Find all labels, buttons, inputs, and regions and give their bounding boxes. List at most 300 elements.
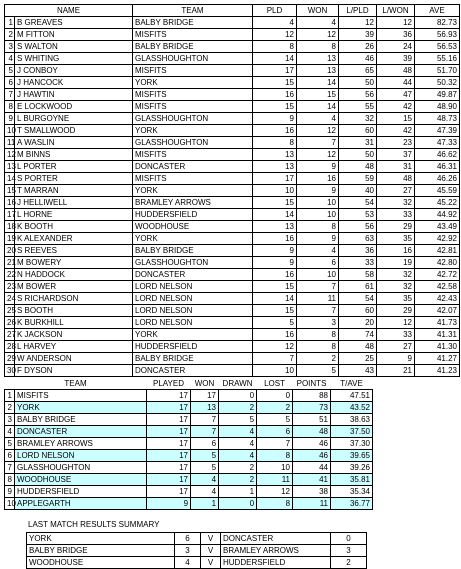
lwon-cell: 42 <box>377 125 415 137</box>
away-score-cell: 3 <box>331 545 367 557</box>
pld-cell: 17 <box>253 65 297 77</box>
won-cell: 7 <box>191 426 219 438</box>
rank-cell: 25 <box>5 305 15 317</box>
ave-cell: 82.73 <box>415 17 460 29</box>
lwon-cell: 33 <box>377 329 415 341</box>
player-name-cell: L BURGOYNE <box>15 113 133 125</box>
lpld-cell: 40 <box>339 185 377 197</box>
team-league-table <box>4 378 373 510</box>
lwon-cell: 44 <box>377 77 415 89</box>
lwon-cell: 32 <box>377 269 415 281</box>
won-cell: 3 <box>297 317 339 329</box>
points-cell: 46 <box>293 450 331 462</box>
team-cell: YORK <box>133 329 253 341</box>
pld-cell: 8 <box>253 137 297 149</box>
drawn-cell: 2 <box>219 402 257 414</box>
tave-cell: 39.26 <box>331 462 373 474</box>
rank-cell: 4 <box>5 426 15 438</box>
pld-cell: 10 <box>253 365 297 377</box>
won-cell: 12 <box>297 125 339 137</box>
table-row <box>5 438 373 450</box>
lpld-cell: 74 <box>339 329 377 341</box>
lwon-cell: 24 <box>377 41 415 53</box>
lwon-cell: 19 <box>377 257 415 269</box>
table-row <box>5 125 460 137</box>
header-lwon: L/WON <box>377 5 415 17</box>
player-name-cell: S WALTON <box>15 41 133 53</box>
table-row <box>5 498 373 510</box>
played-cell: 17 <box>147 390 191 402</box>
pld-cell: 13 <box>253 149 297 161</box>
table-row <box>5 414 373 426</box>
won-cell: 6 <box>191 438 219 450</box>
drawn-cell: 4 <box>219 438 257 450</box>
team-cell: YORK <box>133 185 253 197</box>
won-cell: 11 <box>297 293 339 305</box>
table-row <box>5 317 460 329</box>
player-name-cell: T SMALLWOOD <box>15 125 133 137</box>
table-row <box>5 41 460 53</box>
lpld-cell: 20 <box>339 317 377 329</box>
played-cell: 17 <box>147 426 191 438</box>
player-name-cell: K BURKHILL <box>15 317 133 329</box>
rank-cell: 11 <box>5 137 15 149</box>
header-name: NAME <box>5 5 133 17</box>
lpld-cell: 56 <box>339 221 377 233</box>
lwon-cell: 15 <box>377 113 415 125</box>
rank-cell: 21 <box>5 257 15 269</box>
lpld-cell: 55 <box>339 101 377 113</box>
results-summary-title: LAST MATCH RESULTS SUMMARY <box>28 520 160 529</box>
table-row <box>5 269 460 281</box>
points-cell: 41 <box>293 474 331 486</box>
player-table-header <box>5 5 460 17</box>
player-name-cell: M BINNS <box>15 149 133 161</box>
won-cell: 9 <box>297 233 339 245</box>
table-row <box>5 474 373 486</box>
lost-cell: 12 <box>257 486 293 498</box>
table-row <box>5 53 460 65</box>
played-cell: 17 <box>147 450 191 462</box>
won-cell: 4 <box>297 113 339 125</box>
header-points: POINTS <box>296 379 327 388</box>
pld-cell: 15 <box>253 77 297 89</box>
player-name-cell: M BOWERY <box>15 257 133 269</box>
won-cell: 10 <box>297 197 339 209</box>
pld-cell: 9 <box>253 245 297 257</box>
player-name-cell: S RICHARDSON <box>15 293 133 305</box>
rank-cell: 2 <box>5 402 15 414</box>
team-name-cell: BALBY BRIDGE <box>15 414 147 426</box>
lpld-cell: 25 <box>339 353 377 365</box>
points-cell: 44 <box>293 462 331 474</box>
team-cell: LORD NELSON <box>133 281 253 293</box>
lwon-cell: 35 <box>377 293 415 305</box>
lwon-cell: 29 <box>377 221 415 233</box>
lwon-cell: 29 <box>377 305 415 317</box>
player-name-cell: S WHITING <box>15 53 133 65</box>
table-row <box>5 486 373 498</box>
won-cell: 4 <box>191 474 219 486</box>
tave-cell: 35.81 <box>331 474 373 486</box>
played-cell: 17 <box>147 474 191 486</box>
table-row <box>5 402 373 414</box>
table-row <box>5 221 460 233</box>
table-row <box>5 89 460 101</box>
ave-cell: 48.90 <box>415 101 460 113</box>
rank-cell: 3 <box>5 41 15 53</box>
header-drawn: DRAWN <box>222 379 253 388</box>
lwon-cell: 27 <box>377 185 415 197</box>
lpld-cell: 12 <box>339 17 377 29</box>
lwon-cell: 21 <box>377 365 415 377</box>
player-name-cell: F DYSON <box>15 365 133 377</box>
lwon-cell: 48 <box>377 65 415 77</box>
lwon-cell: 37 <box>377 149 415 161</box>
team-name-cell: WOODHOUSE <box>15 474 147 486</box>
tave-cell: 39.65 <box>331 450 373 462</box>
team-name-cell: BRAMLEY ARROWS <box>15 438 147 450</box>
lpld-cell: 36 <box>339 245 377 257</box>
drawn-cell: 0 <box>219 390 257 402</box>
ave-cell: 41.27 <box>415 353 460 365</box>
rank-cell: 12 <box>5 149 15 161</box>
won-cell: 7 <box>297 305 339 317</box>
table-row <box>5 293 460 305</box>
table-row <box>5 65 460 77</box>
table-row <box>5 77 460 89</box>
versus-cell: V <box>201 533 221 545</box>
player-name-cell: L HORNE <box>15 209 133 221</box>
table-row <box>5 113 460 125</box>
won-cell: 4 <box>297 17 339 29</box>
tave-cell: 43.52 <box>331 402 373 414</box>
header-won: WON <box>297 5 339 17</box>
ave-cell: 42.81 <box>415 245 460 257</box>
rank-cell: 2 <box>5 29 15 41</box>
rank-cell: 7 <box>5 89 15 101</box>
rank-cell: 6 <box>5 450 15 462</box>
lpld-cell: 60 <box>339 305 377 317</box>
rank-cell: 1 <box>5 390 15 402</box>
lwon-cell: 16 <box>377 245 415 257</box>
lost-cell: 2 <box>257 402 293 414</box>
ave-cell: 42.92 <box>415 233 460 245</box>
drawn-cell: 0 <box>219 498 257 510</box>
table-row <box>5 17 460 29</box>
lpld-cell: 53 <box>339 209 377 221</box>
team-cell: BALBY BRIDGE <box>133 353 253 365</box>
home-score-cell: 6 <box>175 533 201 545</box>
lwon-cell: 12 <box>377 17 415 29</box>
points-cell: 46 <box>293 438 331 450</box>
lwon-cell: 27 <box>377 341 415 353</box>
lwon-cell: 47 <box>377 89 415 101</box>
team-cell: MISFITS <box>133 89 253 101</box>
won-cell: 15 <box>297 89 339 101</box>
drawn-cell: 4 <box>219 450 257 462</box>
lpld-cell: 39 <box>339 29 377 41</box>
won-cell: 13 <box>297 65 339 77</box>
rank-cell: 8 <box>5 101 15 113</box>
pld-cell: 12 <box>253 341 297 353</box>
rank-cell: 17 <box>5 209 15 221</box>
lpld-cell: 48 <box>339 341 377 353</box>
rank-cell: 28 <box>5 341 15 353</box>
drawn-cell: 2 <box>219 462 257 474</box>
points-cell: 51 <box>293 414 331 426</box>
pld-cell: 12 <box>253 29 297 41</box>
table-row <box>5 450 373 462</box>
ave-cell: 47.39 <box>415 125 460 137</box>
table-row <box>5 137 460 149</box>
away-score-cell: 2 <box>331 557 367 569</box>
played-cell: 17 <box>147 414 191 426</box>
points-cell: 48 <box>293 426 331 438</box>
home-team-cell: WOODHOUSE <box>27 557 175 569</box>
player-name-cell: A WASLIN <box>15 137 133 149</box>
won-cell: 14 <box>297 77 339 89</box>
table-row <box>5 281 460 293</box>
team-cell: MISFITS <box>133 101 253 113</box>
lpld-cell: 54 <box>339 293 377 305</box>
lost-cell: 8 <box>257 450 293 462</box>
team-name-cell: APPLEGARTH <box>15 498 147 510</box>
team-cell: GLASSHOUGHTON <box>133 113 253 125</box>
pld-cell: 5 <box>253 317 297 329</box>
home-score-cell: 4 <box>175 557 201 569</box>
table-row <box>5 462 373 474</box>
drawn-cell: 2 <box>219 474 257 486</box>
rank-cell: 10 <box>5 498 15 510</box>
team-cell: GLASSHOUGHTON <box>133 257 253 269</box>
lwon-cell: 35 <box>377 233 415 245</box>
player-name-cell: L HARVEY <box>15 341 133 353</box>
team-cell: BRAMLEY ARROWS <box>133 197 253 209</box>
lpld-cell: 32 <box>339 113 377 125</box>
won-cell: 7 <box>191 414 219 426</box>
table-row <box>5 390 373 402</box>
table-row <box>5 173 460 185</box>
pld-cell: 15 <box>253 101 297 113</box>
lpld-cell: 59 <box>339 173 377 185</box>
won-cell: 10 <box>297 269 339 281</box>
rank-cell: 1 <box>5 17 15 29</box>
header-tave: T/AVE <box>340 379 363 388</box>
rank-cell: 13 <box>5 161 15 173</box>
played-cell: 17 <box>147 438 191 450</box>
ave-cell: 42.07 <box>415 305 460 317</box>
team-cell: LORD NELSON <box>133 293 253 305</box>
ave-cell: 41.31 <box>415 329 460 341</box>
lpld-cell: 48 <box>339 161 377 173</box>
pld-cell: 9 <box>253 113 297 125</box>
tave-cell: 37.30 <box>331 438 373 450</box>
pld-cell: 14 <box>253 293 297 305</box>
table-row <box>5 29 460 41</box>
tave-cell: 47.51 <box>331 390 373 402</box>
home-score-cell: 3 <box>175 545 201 557</box>
lpld-cell: 63 <box>339 233 377 245</box>
table-row <box>5 305 460 317</box>
team-cell: DONCASTER <box>133 365 253 377</box>
player-averages-table <box>4 4 460 377</box>
versus-cell: V <box>201 545 221 557</box>
home-team-cell: BALBY BRIDGE <box>27 545 175 557</box>
rank-cell: 15 <box>5 185 15 197</box>
player-name-cell: K ALEXANDER <box>15 233 133 245</box>
won-cell: 7 <box>297 137 339 149</box>
rank-cell: 19 <box>5 233 15 245</box>
player-name-cell: N HADDOCK <box>15 269 133 281</box>
ave-cell: 46.31 <box>415 161 460 173</box>
team-cell: BALBY BRIDGE <box>133 17 253 29</box>
rank-cell: 30 <box>5 365 15 377</box>
rank-cell: 23 <box>5 281 15 293</box>
rank-cell: 8 <box>5 474 15 486</box>
won-cell: 8 <box>297 41 339 53</box>
team-cell: BALBY BRIDGE <box>133 245 253 257</box>
won-cell: 7 <box>297 281 339 293</box>
team-name-cell: MISFITS <box>15 390 147 402</box>
team-name-cell: DONCASTER <box>15 426 147 438</box>
lwon-cell: 12 <box>377 317 415 329</box>
lwon-cell: 32 <box>377 197 415 209</box>
won-cell: 12 <box>297 29 339 41</box>
pld-cell: 17 <box>253 173 297 185</box>
rank-cell: 9 <box>5 113 15 125</box>
table-row <box>5 341 460 353</box>
drawn-cell: 4 <box>219 426 257 438</box>
rank-cell: 27 <box>5 329 15 341</box>
team-cell: GLASSHOUGHTON <box>133 53 253 65</box>
ave-cell: 50.32 <box>415 77 460 89</box>
lwon-cell: 36 <box>377 29 415 41</box>
won-cell: 6 <box>297 257 339 269</box>
won-cell: 17 <box>191 390 219 402</box>
lpld-cell: 26 <box>339 41 377 53</box>
ave-cell: 46.26 <box>415 173 460 185</box>
team-cell: GLASSHOUGHTON <box>133 137 253 149</box>
table-row <box>5 353 460 365</box>
played-cell: 9 <box>147 498 191 510</box>
rank-cell: 3 <box>5 414 15 426</box>
table-row <box>5 149 460 161</box>
player-name-cell: J HAWTIN <box>15 89 133 101</box>
ave-cell: 44.92 <box>415 209 460 221</box>
points-cell: 38 <box>293 486 331 498</box>
rank-cell: 9 <box>5 486 15 498</box>
player-name-cell: E LOCKWOOD <box>15 101 133 113</box>
table-row <box>5 209 460 221</box>
table-row <box>27 545 367 557</box>
ave-cell: 45.22 <box>415 197 460 209</box>
player-name-cell: S PORTER <box>15 173 133 185</box>
team-cell: YORK <box>133 77 253 89</box>
ave-cell: 56.53 <box>415 41 460 53</box>
table-row <box>5 101 460 113</box>
versus-cell: V <box>201 557 221 569</box>
points-cell: 73 <box>293 402 331 414</box>
ave-cell: 41.23 <box>415 365 460 377</box>
lwon-cell: 39 <box>377 53 415 65</box>
team-name-cell: GLASSHOUGHTON <box>15 462 147 474</box>
table-row <box>27 557 367 569</box>
lost-cell: 7 <box>257 438 293 450</box>
player-name-cell: J CONBOY <box>15 65 133 77</box>
header-ave: AVE <box>415 5 460 17</box>
lpld-cell: 61 <box>339 281 377 293</box>
ave-cell: 51.70 <box>415 65 460 77</box>
team-cell: LORD NELSON <box>133 305 253 317</box>
pld-cell: 8 <box>253 41 297 53</box>
team-cell: HUDDERSFIELD <box>133 341 253 353</box>
ave-cell: 49.87 <box>415 89 460 101</box>
won-cell: 8 <box>297 329 339 341</box>
ave-cell: 42.43 <box>415 293 460 305</box>
home-team-cell: YORK <box>27 533 175 545</box>
lpld-cell: 54 <box>339 197 377 209</box>
player-name-cell: S REEVES <box>15 245 133 257</box>
rank-cell: 4 <box>5 53 15 65</box>
lost-cell: 6 <box>257 426 293 438</box>
away-team-cell: DONCASTER <box>221 533 331 545</box>
rank-cell: 10 <box>5 125 15 137</box>
ave-cell: 41.73 <box>415 317 460 329</box>
lost-cell: 5 <box>257 414 293 426</box>
ave-cell: 45.59 <box>415 185 460 197</box>
ave-cell: 43.49 <box>415 221 460 233</box>
ave-cell: 55.16 <box>415 53 460 65</box>
pld-cell: 13 <box>253 161 297 173</box>
won-cell: 13 <box>191 402 219 414</box>
lpld-cell: 31 <box>339 137 377 149</box>
player-name-cell: B GREAVES <box>15 17 133 29</box>
won-cell: 1 <box>191 498 219 510</box>
player-name-cell: K BOOTH <box>15 221 133 233</box>
team-name-cell: YORK <box>15 402 147 414</box>
pld-cell: 13 <box>253 221 297 233</box>
header-won: WON <box>194 379 215 388</box>
team-cell: MISFITS <box>133 173 253 185</box>
ave-cell: 47.33 <box>415 137 460 149</box>
points-cell: 11 <box>293 498 331 510</box>
played-cell: 17 <box>147 486 191 498</box>
header-lost: LOST <box>264 379 285 388</box>
team-cell: DONCASTER <box>133 161 253 173</box>
table-row <box>5 245 460 257</box>
table-row <box>5 365 460 377</box>
table-row <box>5 161 460 173</box>
lpld-cell: 56 <box>339 89 377 101</box>
player-name-cell: L PORTER <box>15 161 133 173</box>
rank-cell: 6 <box>5 77 15 89</box>
team-cell: MISFITS <box>133 149 253 161</box>
table-row <box>5 257 460 269</box>
pld-cell: 9 <box>253 257 297 269</box>
lpld-cell: 58 <box>339 269 377 281</box>
rank-cell: 24 <box>5 293 15 305</box>
team-name-cell: LORD NELSON <box>15 450 147 462</box>
won-cell: 5 <box>297 365 339 377</box>
player-name-cell: W ANDERSON <box>15 353 133 365</box>
player-name-cell: S BOOTH <box>15 305 133 317</box>
lwon-cell: 31 <box>377 161 415 173</box>
points-cell: 88 <box>293 390 331 402</box>
ave-cell: 41.30 <box>415 341 460 353</box>
won-cell: 14 <box>297 101 339 113</box>
rank-cell: 29 <box>5 353 15 365</box>
